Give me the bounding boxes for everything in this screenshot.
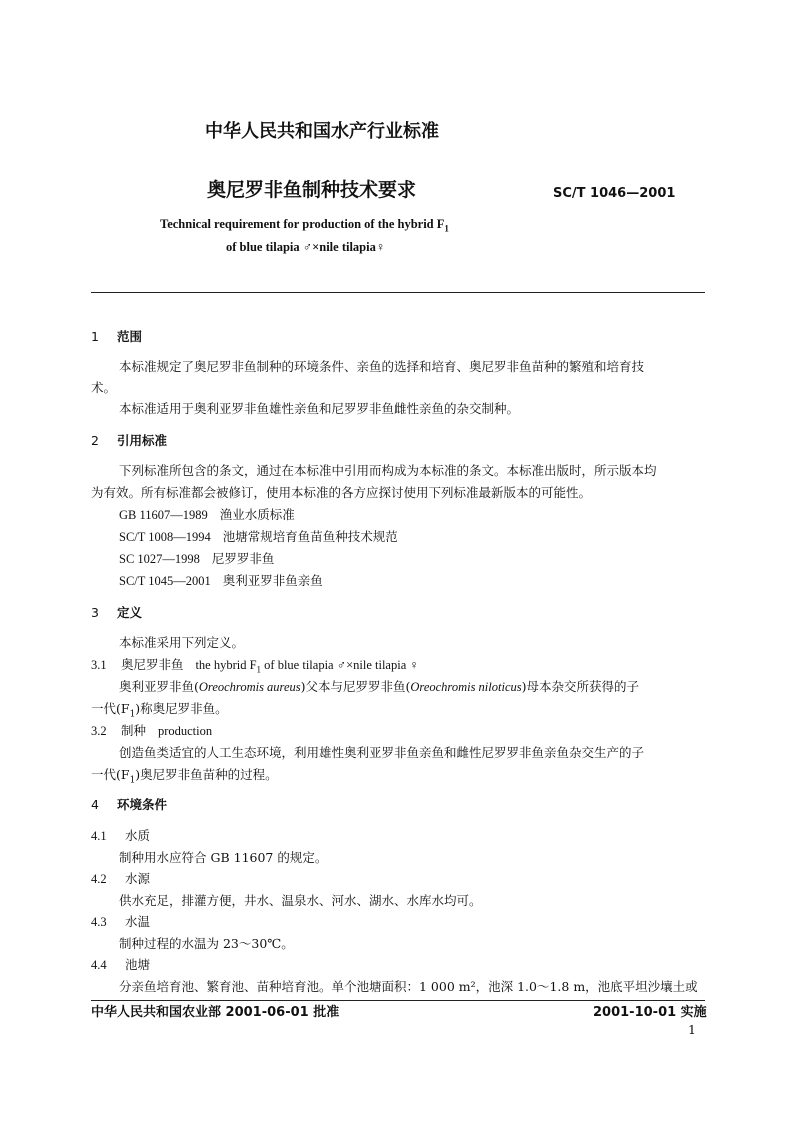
definition-3-2-heading: 3.2 制种 production [91,723,213,738]
section-2-paragraph-line-2: 为有效。所有标准都会被修订，使用本标准的各方应探讨使用下列标准最新版本的可能性。 [91,485,592,500]
subsection-4-3-heading: 4.3 水温 [91,914,151,929]
section-2-heading: 2 引用标准 [91,433,168,448]
document-title: 奥尼罗非鱼制种技术要求 [207,179,417,201]
subsection-4-1-text: 制种用水应符合 GB 11607 的规定。 [119,850,328,865]
subsection-4-2-text: 供水充足，排灌方便，井水、温泉水、河水、湖水、水库水均可。 [119,893,482,908]
section-1-paragraph-1-line-2: 术。 [91,380,117,395]
header-divider [91,292,705,293]
standard-code: SC/T 1046—2001 [553,186,676,201]
subsection-4-1-heading: 4.1 水质 [91,828,151,843]
section-3-intro: 本标准采用下列定义。 [119,635,245,650]
reference-item: SC 1027—1998 尼罗罗非鱼 [119,551,275,566]
section-1-paragraph-2: 本标准适用于奥利亚罗非鱼雄性亲鱼和尼罗罗非鱼雌性亲鱼的杂交制种。 [119,401,520,416]
section-2-paragraph-line-1: 下列标准所包含的条文，通过在本标准中引用而构成为本标准的条文。本标准出版时，所示版本均 [119,463,657,478]
section-1-heading: 1 范围 [91,329,143,344]
reference-item: GB 11607—1989 渔业水质标准 [119,507,295,522]
reference-item: SC/T 1008—1994 池塘常规培育鱼苗鱼种技术规范 [119,529,398,544]
definition-3-2-line-1: 创造鱼类适宜的人工生态环境，利用雄性奥利亚罗非鱼亲鱼和雌性尼罗罗非鱼亲鱼杂交生产的子 [119,745,645,760]
reference-item: SC/T 1045—2001 奥利亚罗非鱼亲鱼 [119,573,323,588]
definition-3-1-line-2: 一代$(F_1)$称奥尼罗非鱼。 [91,701,228,720]
definition-3-1-line-1: 奥利亚罗非鱼(Oreochromis aureus)父本与尼罗罗非鱼(Oreochromis niloticus)母本杂交所获得的子 [119,679,639,694]
english-title-line-1: Technical requirement for production of the hybrid $F_1$ [160,217,449,234]
subsection-4-4-text: 分亲鱼培育池、繁育池、苗种培育池。单个池塘面积：1 000 m²，池深 1.0～1.8 m，池底平坦沙壤土或 [119,979,698,994]
section-3-heading: 3 定义 [91,605,143,620]
subsection-4-4-heading: 4.4 池塘 [91,957,151,972]
definition-3-2-line-2: 一代$(F_1)$奥尼罗非鱼苗种的过程。 [91,767,278,786]
implementation-date: 2001-10-01 实施 [593,1005,707,1020]
section-1-paragraph-1-line-1: 本标准规定了奥尼罗非鱼制种的环境条件、亲鱼的选择和培育、奥尼罗非鱼苗种的繁殖和培育技 [119,359,645,374]
standard-category-title: 中华人民共和国水产行业标准 [205,121,439,142]
approval-info: 中华人民共和国农业部 2001-06-01 批准 [91,1005,340,1020]
definition-3-1-heading: 3.1 奥尼罗非鱼 the hybrid $F_1$ of blue tilapia ♂×nile tilapia ♀ [91,657,419,675]
subsection-4-2-heading: 4.2 水源 [91,871,151,886]
section-4-heading: 4 环境条件 [91,797,168,812]
subsection-4-3-text: 制种过程的水温为 23～30℃。 [119,936,294,951]
page-number: 1 [688,1022,696,1037]
english-title-line-2: of blue tilapia ♂×nile tilapia♀ [226,240,386,254]
